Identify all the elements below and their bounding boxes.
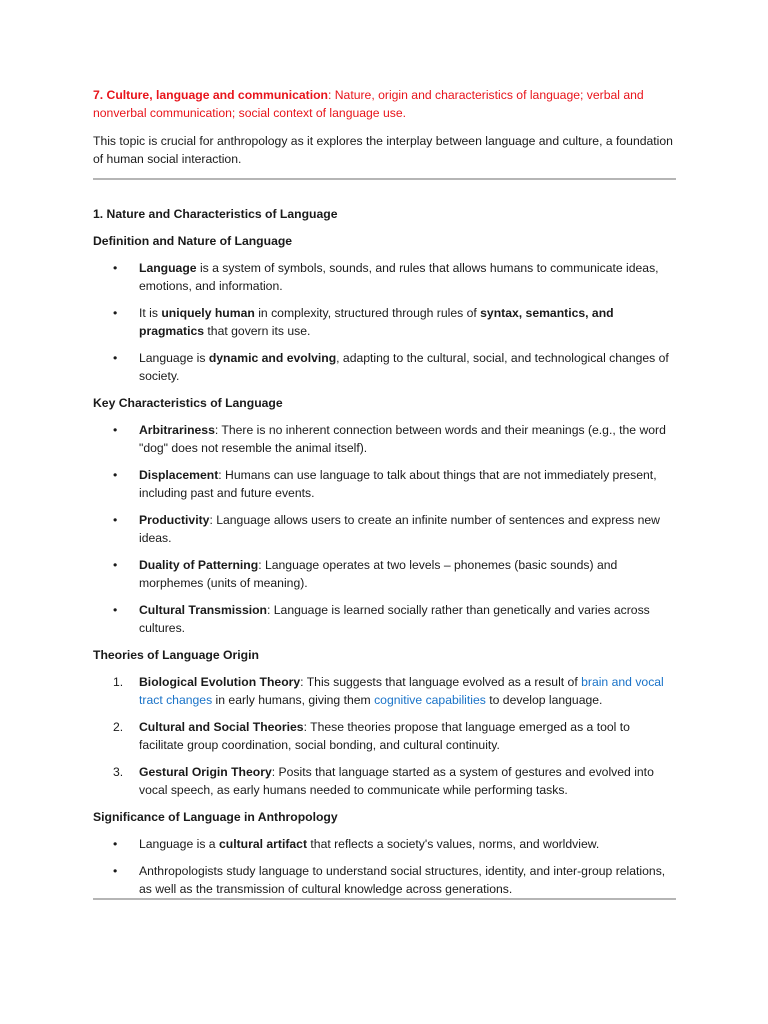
list-item (93, 673, 676, 709)
definition-list (93, 259, 676, 385)
list-item (93, 601, 676, 637)
item-bold: Productivity (139, 513, 210, 527)
list-item (93, 421, 676, 457)
item-text: : Humans can use language to talk about things that are not immediately present, including past and future events. (139, 468, 657, 500)
item-text: Language is (139, 351, 209, 365)
item-text: in early humans, giving them (212, 693, 375, 707)
highlight-link[interactable]: cognitive capabilities (374, 693, 486, 707)
subheading-characteristics: Key Characteristics of Language (93, 396, 283, 410)
bullet-icon: • (113, 468, 118, 482)
bullet-icon: • (113, 864, 118, 878)
item-text: : These theories propose that language emerged as a tool to facilitate group coordination, social bonding, and cultural continuity. (139, 720, 630, 752)
divider-top (93, 178, 676, 180)
item-bold: Duality of Patterning (139, 558, 259, 572)
document-content (93, 86, 676, 900)
item-text: is a system of symbols, sounds, and rules that allows humans to communicate ideas, emotions, and information. (139, 261, 659, 293)
item-bold: Gestural Origin Theory (139, 765, 272, 779)
bullet-icon: • (113, 513, 118, 527)
list-item (93, 862, 676, 898)
list-item (93, 259, 676, 295)
list-item (93, 304, 676, 340)
item-bold: Cultural Transmission (139, 603, 267, 617)
item-bold: cultural artifact (218, 837, 308, 851)
item-bold: Cultural and Social Theories (139, 720, 304, 734)
list-item (93, 349, 676, 385)
bullet-icon: • (113, 603, 118, 617)
topic-heading-bold: 7. Culture, language and communication (93, 88, 328, 102)
item-bold: Arbitrariness (139, 423, 215, 437)
bullet-icon: • (113, 306, 118, 320)
list-item (93, 763, 676, 799)
significance-list (93, 835, 676, 898)
item-number: 2. (113, 720, 124, 734)
topic-heading (93, 86, 676, 122)
item-text: in complexity, structured through rules of (254, 306, 481, 320)
item-bold: Language (139, 261, 197, 275)
item-bold: uniquely human (161, 306, 255, 320)
item-number: 1. (113, 675, 124, 689)
bullet-icon: • (113, 351, 118, 365)
bullet-icon: • (113, 558, 118, 572)
item-bold: Displacement (139, 468, 219, 482)
subheading-significance: Significance of Language in Anthropology (93, 810, 338, 824)
list-item (93, 718, 676, 754)
bullet-icon: • (113, 423, 118, 437)
item-text: : Language operates at two levels – phonemes (basic sounds) and morphemes (units of meaning). (139, 558, 618, 590)
subheading-theories: Theories of Language Origin (93, 648, 259, 662)
list-item (93, 556, 676, 592)
topic-heading-rest: : Nature, origin and characteristics of language; verbal and nonverbal communication; social context of language use. (93, 88, 644, 120)
item-text: to develop language. (485, 693, 603, 707)
subheading-definition: Definition and Nature of Language (93, 234, 293, 248)
item-text: Language is a (139, 837, 219, 851)
intro-paragraph: This topic is crucial for anthropology as it explores the interplay between language and culture, a foundation of human social interaction. (93, 134, 673, 166)
item-text: : Posits that language started as a system of gestures and evolved into vocal speech, as early humans needed to communicate while performing tasks. (139, 765, 654, 797)
item-bold: syntax, semantics, and pragmatics (139, 306, 614, 338)
theories-list (93, 673, 676, 799)
item-text: : Language is learned socially rather than genetically and varies across cultures. (139, 603, 650, 635)
section-title: 1. Nature and Characteristics of Language (93, 207, 338, 221)
item-text: : Language allows users to create an infinite number of sentences and express new ideas. (139, 513, 660, 545)
item-text: Anthropologists study language to understand social structures, identity, and inter-group relations, as well as the transmission of cultural knowledge across generations. (139, 864, 666, 896)
item-number: 3. (113, 765, 124, 779)
list-item (93, 466, 676, 502)
item-bold: Biological Evolution Theory (139, 675, 301, 689)
list-item (93, 511, 676, 547)
item-bold: dynamic and evolving (208, 351, 337, 365)
item-text: : There is no inherent connection between words and their meanings (e.g., the word "dog" does not resemble the animal itself). (139, 423, 666, 455)
highlight-link[interactable]: brain and vocal tract changes (139, 675, 664, 707)
bullet-icon: • (113, 837, 118, 851)
bullet-icon: • (113, 261, 118, 275)
characteristics-list (93, 421, 676, 637)
item-text: that reflects a society's values, norms, and worldview. (307, 837, 600, 851)
list-item (93, 835, 676, 853)
item-text: : This suggests that language evolved as a result of (300, 675, 582, 689)
item-text: that govern its use. (204, 324, 311, 338)
item-text: , adapting to the cultural, social, and technological changes of society. (139, 351, 669, 383)
item-text: It is (139, 306, 162, 320)
divider-bottom (93, 898, 676, 900)
